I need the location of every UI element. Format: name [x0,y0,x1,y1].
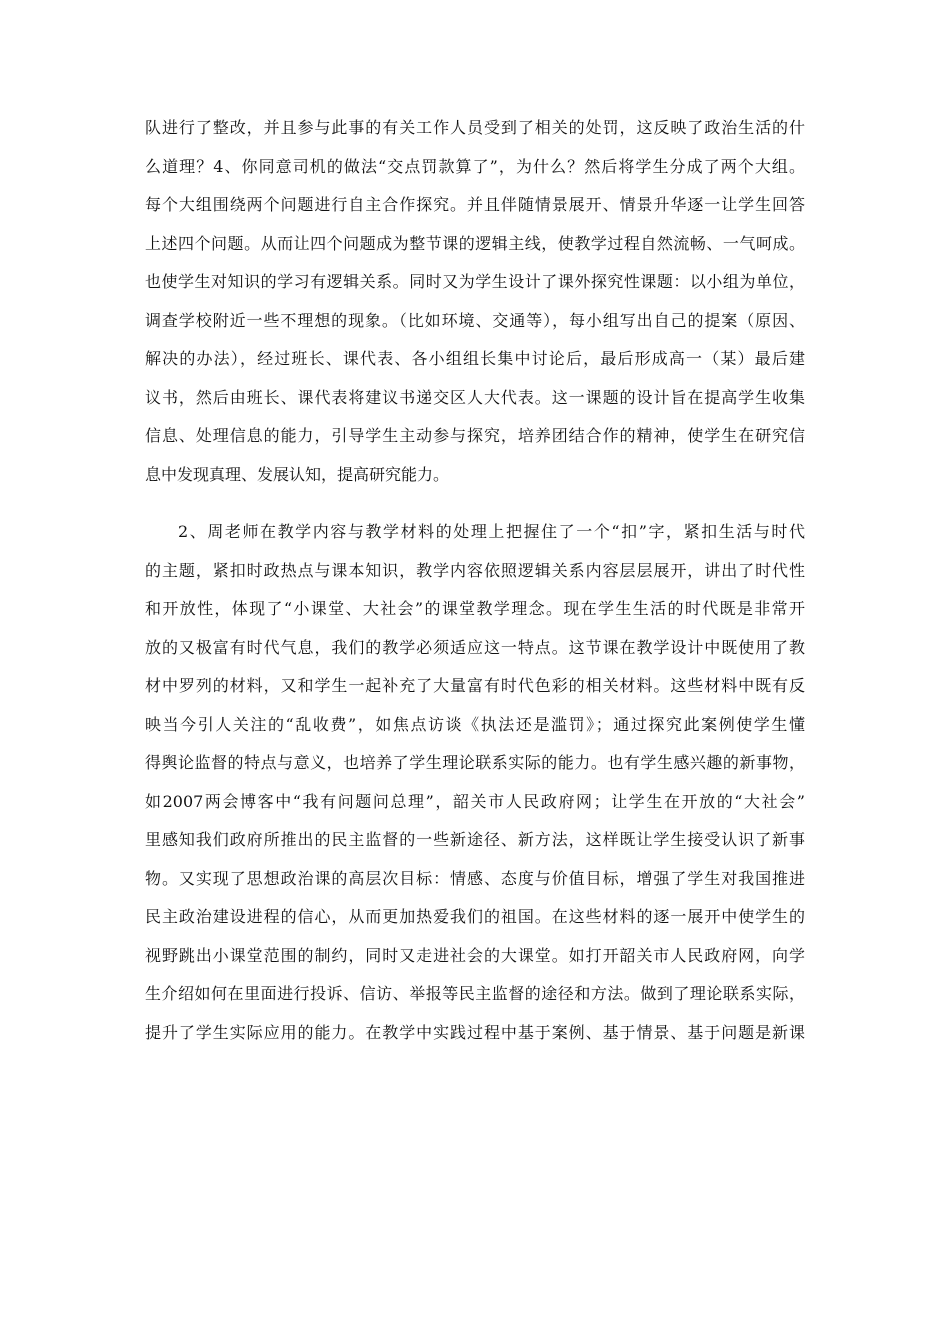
text-line: 物。又实现了思想政治课的高层次目标：情感、态度与价值目标，增强了学生对我国推进 [145,869,805,888]
text-line: 材中罗列的材料，又和学生一起补充了大量富有时代色彩的相关材料。这些材料中既有反 [145,676,805,695]
text-line: 上述四个问题。从而让四个问题成为整节课的逻辑主线，使教学过程自然流畅、一气呵成。 [145,234,805,253]
text-line: 信息、处理信息的能力，引导学生主动参与探究，培养团结合作的精神，使学生在研究信 [145,426,805,445]
text-line: 么道理？4、你同意司机的做法“交点罚款算了”，为什么？然后将学生分成了两个大组。 [145,157,805,176]
text-line: 息中发现真理、发展认知，提高研究能力。 [145,465,450,484]
text-line: 如2007两会博客中“我有问题问总理”，韶关市人民政府网；让学生在开放的“大社会” [145,792,805,811]
text-line: 的主题，紧扣时政热点与课本知识，教学内容依照逻辑关系内容层层展开，讲出了时代性 [145,561,805,580]
text-line: 提升了学生实际应用的能力。在教学中实践过程中基于案例、基于情景、基于问题是新课 [145,1023,805,1042]
text-line: 里感知我们政府所推出的民主监督的一些新途径、新方法，这样既让学生接受认识了新事 [145,830,805,849]
text-line: 民主政治建设进程的信心，从而更加热爱我们的祖国。在这些材料的逐一展开中使学生的 [145,907,805,926]
text-line: 每个大组围绕两个问题进行自主合作探究。并且伴随情景展开、情景升华逐一让学生回答 [145,195,805,214]
text-line: 议书，然后由班长、课代表将建议书递交区人大代表。这一课题的设计旨在提高学生收集 [145,388,805,407]
paragraph-start-line: 2、周老师在教学内容与教学材料的处理上把握住了一个“扣”字，紧扣生活与时代 [178,522,805,541]
text-line: 解决的办法），经过班长、课代表、各小组组长集中讨论后，最后形成高一（某）最后建 [145,349,805,368]
text-line: 视野跳出小课堂范围的制约，同时又走进社会的大课堂。如打开韶关市人民政府网，向学 [145,946,805,965]
text-line: 也使学生对知识的学习有逻辑关系。同时又为学生设计了课外探究性课题：以小组为单位， [145,272,805,291]
text-line: 队进行了整改，并且参与此事的有关工作人员受到了相关的处罚，这反映了政治生活的什 [145,118,805,137]
text-line: 调查学校附近一些不理想的现象。（比如环境、交通等），每小组写出自己的提案（原因、 [145,311,805,330]
text-line: 放的又极富有时代气息，我们的教学必须适应这一特点。这节课在教学设计中既使用了教 [145,638,805,657]
text-line: 生介绍如何在里面进行投诉、信访、举报等民主监督的途径和方法。做到了理论联系实际， [145,984,805,1003]
text-line: 映当今引人关注的“乱收费”，如焦点访谈《执法还是滥罚》；通过探究此案例使学生懂 [145,715,805,734]
text-line: 得舆论监督的特点与意义，也培养了学生理论联系实际的能力。也有学生感兴趣的新事物， [145,753,805,772]
text-line: 和开放性，体现了“小课堂、大社会”的课堂教学理念。现在学生生活的时代既是非常开 [145,599,805,618]
